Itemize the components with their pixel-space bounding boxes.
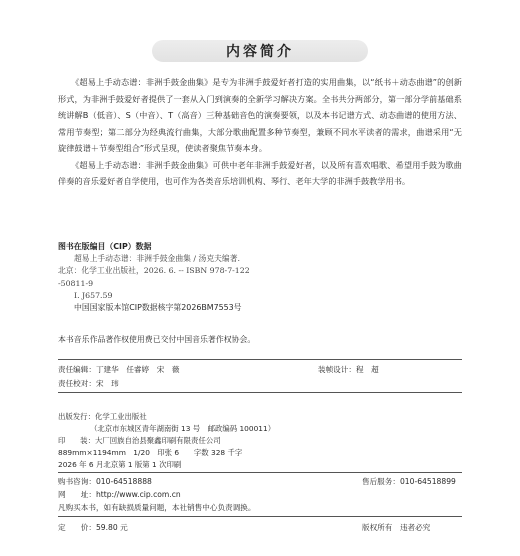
summary-paragraph-1: 《超易上手动态谱：非洲手鼓金曲集》是专为非洲手鼓爱好者打造的实用曲集，以“纸书＋动态曲谱”的创新形式，为非洲手鼓爱好者提供了一套从入门到演奏的全新学习解决方案。全书共分两部分，第一部分学前基础系统讲解B（低音）、S（中音）、T（高音）三种基础音色的演奏要领，以及本书记谱方式、动态曲谱的使用方法、常用节奏型；第二部分为经典流行曲集，大部分歌曲配置多种节奏型，兼顾不同水平读者的需求，曲谱采用“无旋律鼓谱＋节奏型组合”形式呈现，使读者聚焦节奏本身。	[58, 77, 462, 153]
divider	[58, 472, 462, 473]
content-summary	[58, 74, 462, 190]
cip-classification: Ⅰ. J657.59	[74, 290, 113, 300]
design-label: 装帧设计：	[318, 365, 356, 374]
proofreader-credit	[58, 378, 119, 389]
cip-isbn-tail: -50811-9	[58, 278, 94, 288]
quality-guarantee: 凡购买本书，如有缺损质量问题，本社销售中心负责调换。	[58, 503, 256, 512]
design-credit	[318, 364, 379, 375]
design-name: 程 超	[355, 365, 379, 374]
editor-names: 丁建华 任睿婷 宋 薇	[95, 365, 180, 374]
book-format: 889mm×1194mm 1/20 印张 6 字数 328 千字	[58, 448, 243, 457]
cip-heading: 图书在版编目（CIP）数据	[58, 242, 152, 251]
copyright-fee-notice: 本书音乐作品著作权使用费已交付中国音乐著作权协会。	[58, 335, 256, 344]
cip-title-line: 超易上手动态谱：非洲手鼓金曲集 / 汤克夫编著.	[74, 254, 240, 264]
printer-name: 大厂回族自治县聚鑫印刷有限责任公司	[94, 436, 221, 445]
printer-label: 印 装：	[58, 436, 95, 445]
publisher-label: 出版发行：	[58, 412, 95, 421]
cip-data-block	[58, 241, 462, 314]
after-sales-hotline: 售后服务：010-64518899	[362, 477, 456, 486]
divider	[58, 516, 462, 517]
editor-label: 责任编辑：	[58, 365, 96, 374]
purchase-hotline: 购书咨询：010-64518888	[58, 477, 152, 486]
publisher-name: 化学工业出版社	[94, 412, 147, 421]
publisher-website: 网 址：http://www.cip.com.cn	[58, 490, 181, 499]
section-title-banner	[152, 40, 368, 62]
publisher-address: （北京市东城区青年湖南街 13 号 邮政编码 100011）	[90, 424, 276, 433]
cip-publisher-line: 北京：化学工业出版社，2026. 6. -- ISBN 978-7-122	[58, 266, 250, 276]
divider	[58, 392, 462, 393]
proof-label: 责任校对：	[58, 379, 96, 388]
publication-details	[58, 411, 275, 471]
section-title: 内容简介	[226, 44, 294, 60]
rights-statement: 版权所有 违者必究	[362, 523, 431, 532]
cip-record-number: 中国国家版本馆CIP数据核字第2026BM7553号	[74, 303, 242, 313]
edition-info: 2026 年 6 月北京第 1 版第 1 次印刷	[58, 460, 182, 469]
editor-credit	[58, 364, 180, 375]
proof-name: 宋 玮	[95, 379, 119, 388]
summary-paragraph-2: 《超易上手动态谱：非洲手鼓金曲集》可供中老年非洲手鼓爱好者，以及所有喜欢唱歌、希望用手鼓为歌曲伴奏的音乐爱好者自学使用，也可作为各类音乐培训机构、琴行、老年大学的非洲手鼓教学用书。	[58, 159, 462, 186]
divider	[58, 359, 462, 360]
price: 定 价：59.80 元	[58, 523, 128, 532]
